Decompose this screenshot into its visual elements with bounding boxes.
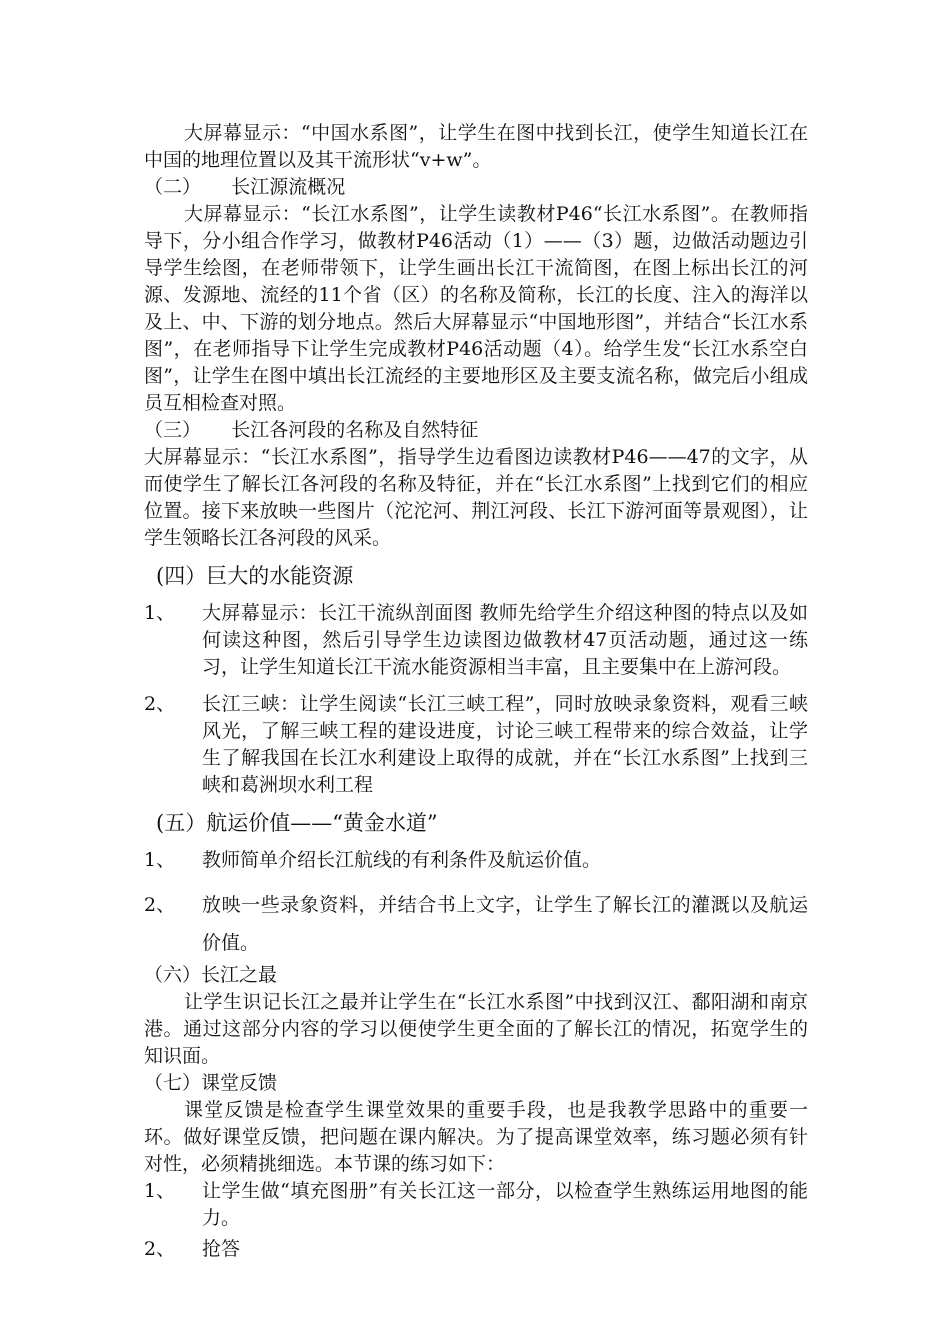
list-number: 2、: [144, 693, 176, 715]
paragraph-section-6: 让学生识记长江之最并让学生在“长江水系图”中找到汉江、鄱阳湖和南京港。通过这部分内容的学习以便使学生更全面的了解长江的情况，拓宽学生的知识面。: [144, 991, 808, 1067]
document-page: [144, 120, 808, 1263]
list-text: 让学生做“填充图册”有关长江这一部分，以检查学生熟练运用地图的能力。: [202, 1180, 808, 1229]
paragraph-intro: 大屏幕显示：“中国水系图”，让学生在图中找到长江，使学生知道长江在中国的地理位置以及其干流形状“v+w”。: [144, 122, 808, 171]
list-number: 1、: [144, 1180, 176, 1202]
list-text: 教师简单介绍长江航线的有利条件及航运价值。: [202, 849, 602, 871]
list-item: [144, 886, 808, 962]
section-heading-3: （三） 长江各河段的名称及自然特征: [144, 419, 479, 441]
paragraph-section-3: 大屏幕显示：“长江水系图”，指导学生边看图边读教材P46——47的文字，从而使学生了解长江各河段的名称及特征，并在“长江水系图”上找到它们的相应位置。接下来放映一些图片（沱沱河、荆江河段、长江下游河面等景观图），让学生领略长江各河段的风采。: [144, 446, 808, 549]
section-heading-2: （二） 长江源流概况: [144, 176, 346, 198]
section-heading-5: (五）航运价值——“黄金水道”: [156, 811, 438, 835]
list-number: 2、: [144, 894, 176, 916]
section-heading-4: (四）巨大的水能资源: [156, 564, 354, 588]
list-item: [144, 1236, 808, 1263]
list-number: 1、: [144, 849, 176, 871]
list-number: 2、: [144, 1238, 176, 1260]
list-item: [144, 847, 808, 874]
paragraph-section-2: 大屏幕显示：“长江水系图”，让学生读教材P46“长江水系图”。在教师指导下，分小组合作学习，做教材P46活动（1）——（3）题，边做活动题边引导学生绘图，在老师带领下，让学生画出长江干流简图，在图上标出长江的河源、发源地、流经的11个省（区）的名称及简称，长江的长度、注入的海洋以及上、中、下游的划分地点。然后大屏幕显示“中国地形图”，并结合“长江水系图”，在老师指导下让学生完成教材P46活动题（4）。给学生发“长江水系空白图”，让学生在图中填出长江流经的主要地形区及主要支流名称，做完后小组成员互相检查对照。: [144, 203, 808, 414]
list-item: [144, 691, 808, 799]
section-heading-7: （七）课堂反馈: [144, 1072, 278, 1094]
list-text: 长江三峡：让学生阅读“长江三峡工程”，同时放映录象资料，观看三峡风光，了解三峡工程的建设进度，讨论三峡工程带来的综合效益，让学生了解我国在长江水利建设上取得的成就，并在“长江水系图”上找到三峡和葛洲坝水利工程: [202, 693, 808, 796]
paragraph-section-7: 课堂反馈是检查学生课堂效果的重要手段，也是我教学思路中的重要一环。做好课堂反馈，把问题在课内解决。为了提高课堂效率，练习题必须有针对性，必须精挑细选。本节课的练习如下：: [144, 1099, 808, 1175]
list-text: 大屏幕显示：长江干流纵剖面图 教师先给学生介绍这种图的特点以及如何读这种图，然后引导学生边读图边做教材47页活动题，通过这一练习，让学生知道长江干流水能资源相当丰富，且主要集中在上游河段。: [202, 602, 808, 678]
list-item: [144, 600, 808, 681]
list-text: 抢答: [202, 1238, 241, 1260]
list-text: 放映一些录象资料，并结合书上文字，让学生了解长江的灌溉以及航运价值。: [202, 894, 808, 954]
list-item: [144, 1178, 808, 1232]
section-heading-6: （六）长江之最: [144, 964, 278, 986]
list-number: 1、: [144, 602, 176, 624]
